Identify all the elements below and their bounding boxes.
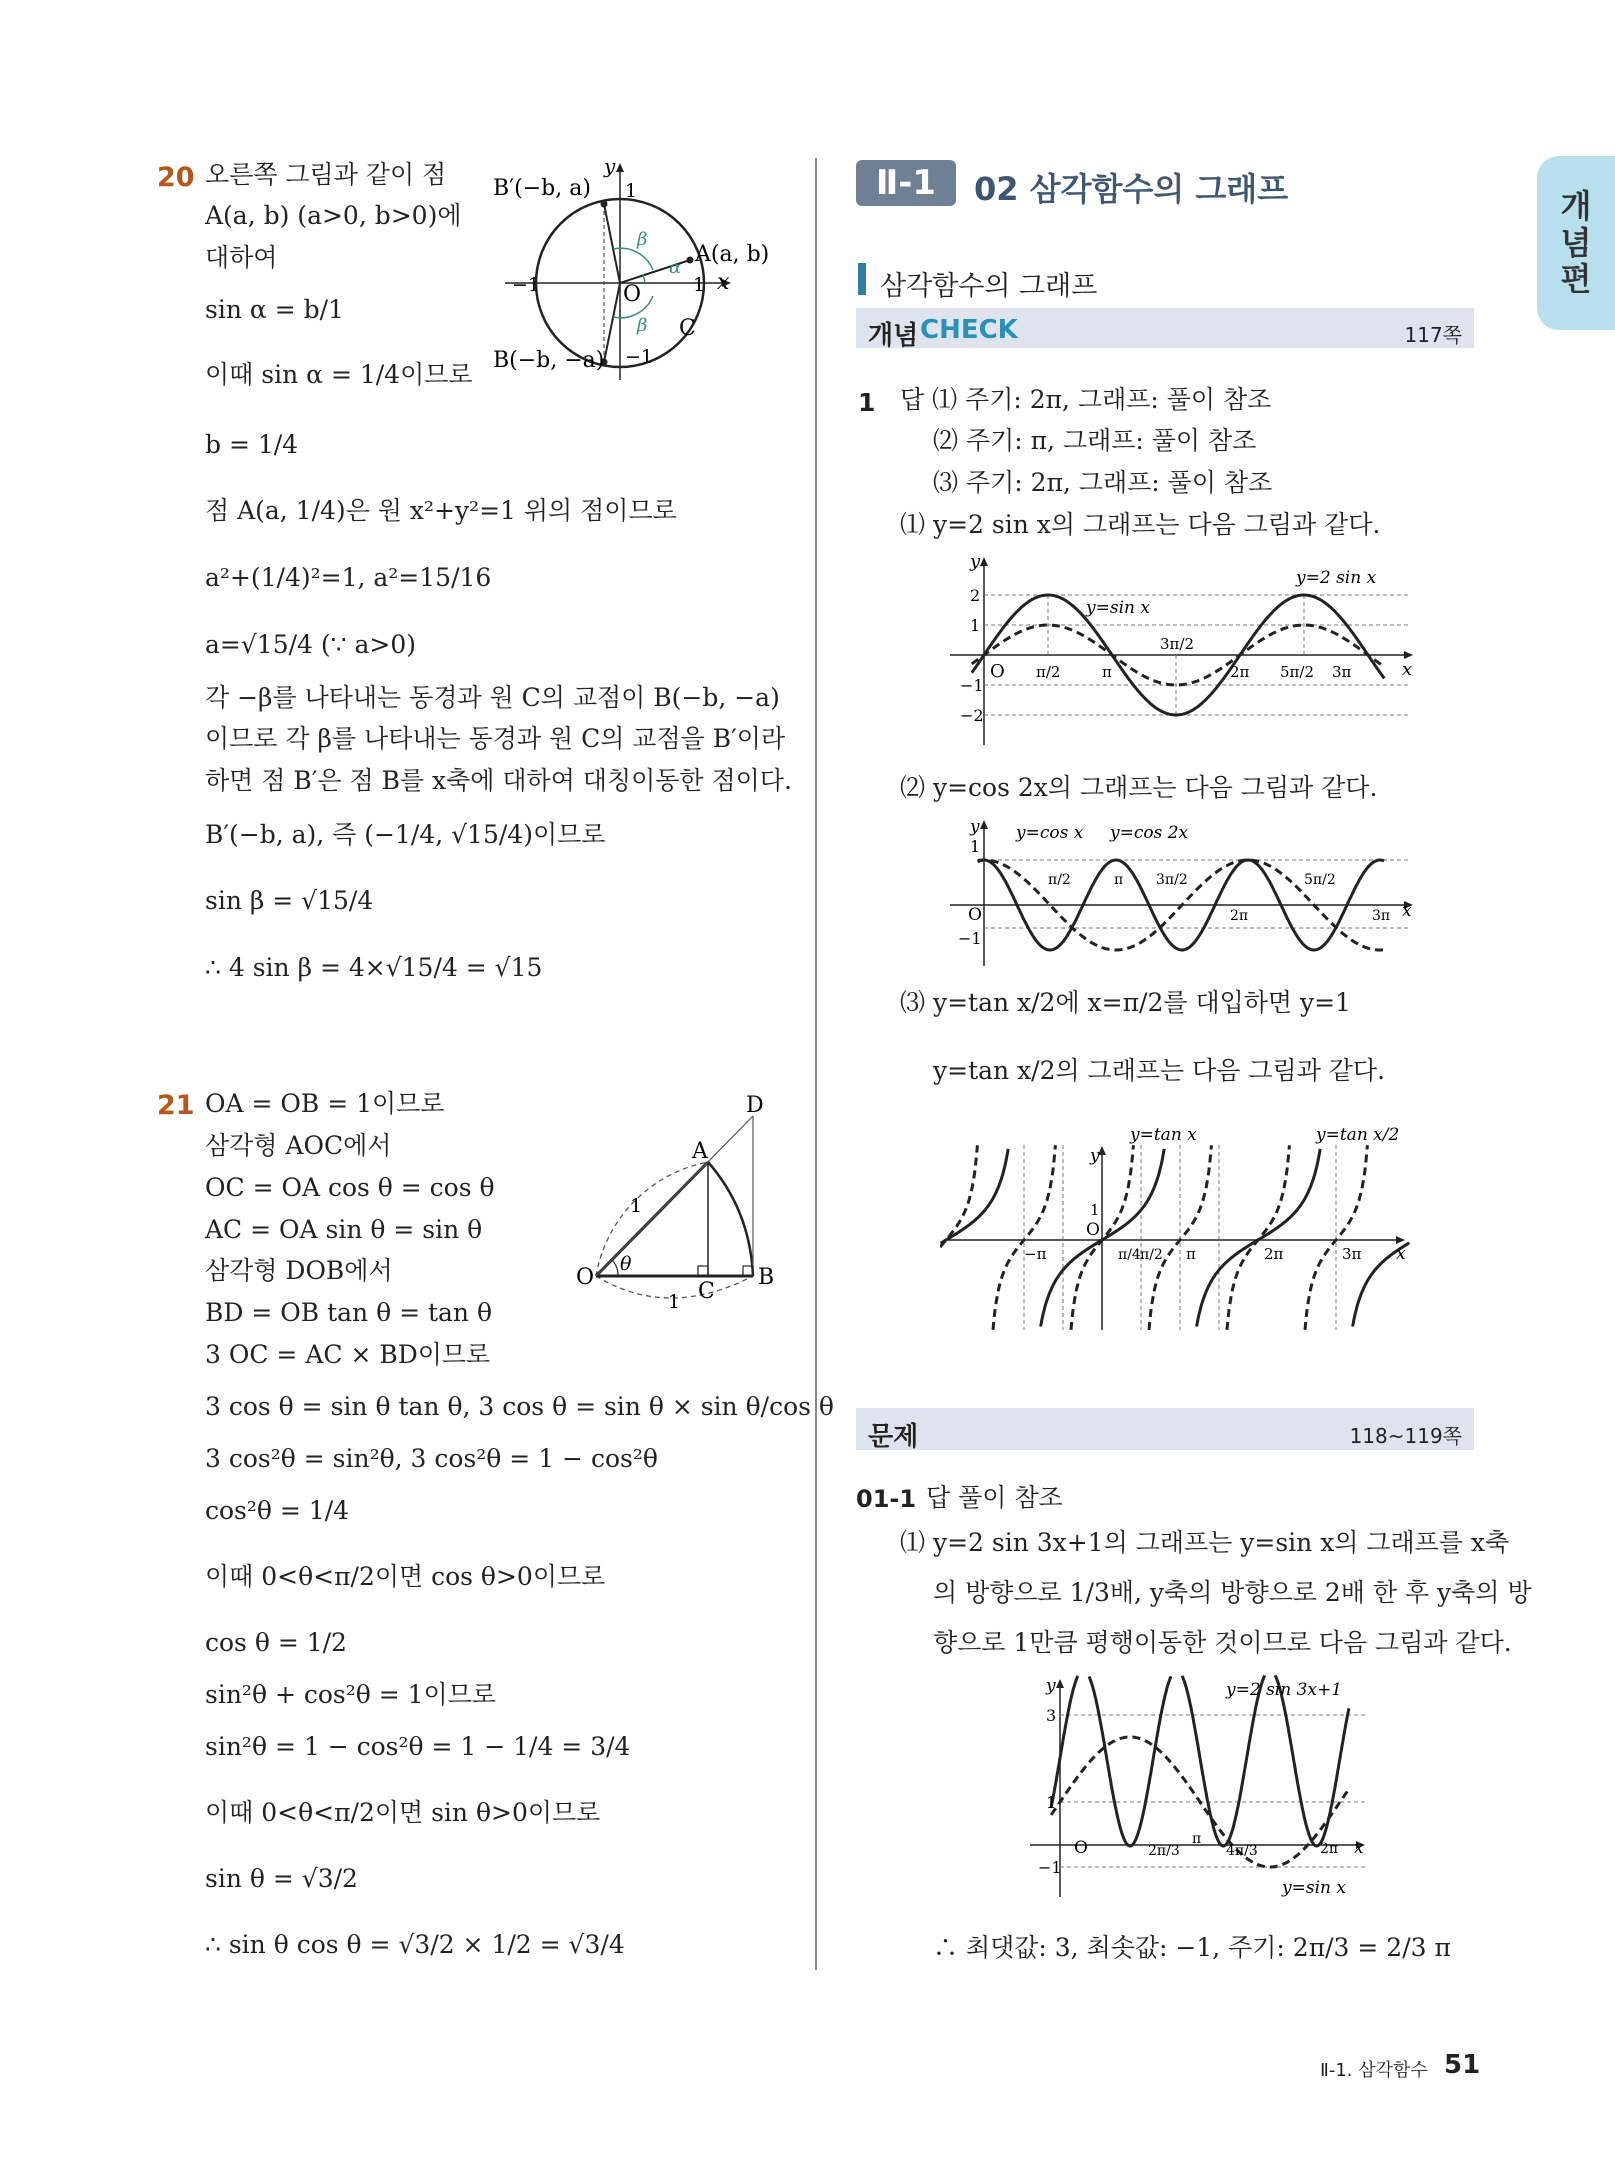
p20-label-c: C <box>679 316 696 341</box>
g1-label-x: x <box>1402 659 1413 680</box>
footer-page-number: 51 <box>1444 2050 1481 2080</box>
q01-1-line-2: 의 방향으로 1/3배, y축의 방향으로 2배 한 후 y축의 방 <box>933 1578 1532 1607</box>
p21-line-11: 이때 0<θ<π/2이면 cos θ>0이므로 <box>205 1562 606 1591</box>
graph-2sin3x-plus-1 <box>1020 1675 1370 1900</box>
g2-label-pi-2: π/2 <box>1048 872 1071 888</box>
p21-line-8: 3 cos θ = sin θ tan θ, 3 cos θ = sin θ × sin θ/cos θ <box>205 1392 834 1421</box>
p20-line-12: 하면 점 B′은 점 B를 x축에 대하여 대칭이동한 점이다. <box>205 766 792 795</box>
p21-line-6: BD = OB tan θ = tan θ <box>205 1298 493 1327</box>
side-tab-char-2: 념 <box>1560 223 1592 262</box>
problem-bar <box>856 1408 1474 1450</box>
graph-cos2x <box>940 820 1420 970</box>
concept-label: 개념 <box>868 321 919 351</box>
g1-label-2: 2 <box>970 586 981 605</box>
g4-label-curve-main: y=2 sin 3x+1 <box>1226 1680 1343 1700</box>
g4-label-y: y <box>1046 1676 1056 1696</box>
p20-beta-arc-upper <box>613 248 653 270</box>
g3-tanx-branch <box>1227 1145 1289 1330</box>
p20-line-2: A(a, b) (a>0, b>0)에 <box>205 201 462 230</box>
g3-label-neg-pi: −π <box>1024 1245 1047 1263</box>
subsection-title: 삼각함수의 그래프 <box>880 271 1098 302</box>
p21-line-10: cos²θ = 1/4 <box>205 1496 350 1525</box>
q1-part1-text: ⑴ y=2 sin x의 그래프는 다음 그림과 같다. <box>900 510 1381 539</box>
g1-label-neg2: −2 <box>960 706 984 725</box>
p20-radius-b <box>604 283 620 362</box>
g4-curve-2sin3x-plus-1 <box>1051 1675 1349 1846</box>
p20-label-b: B(−b, −a) <box>493 348 605 373</box>
p20-line-6: b = 1/4 <box>205 430 299 459</box>
g2-label-3pi: 3π <box>1372 908 1391 924</box>
p20-line-15: ∴ 4 sin β = 4×√15/4 = √15 <box>205 953 543 982</box>
g1-label-pi: π <box>1102 663 1112 681</box>
p20-label-beta-upper: β <box>637 229 648 250</box>
g2-label-curve-cos2x: y=cos 2x <box>1110 823 1189 843</box>
p20-line-1: 오른쪽 그림과 같이 점 <box>205 160 447 189</box>
p20-radius-b-prime <box>604 204 620 283</box>
section-side-tab <box>1537 156 1615 330</box>
g1-x-arrow-icon <box>1404 651 1413 659</box>
g3-label-o: O <box>1086 1220 1100 1240</box>
p20-line-7: 점 A(a, 1/4)은 원 x²+y²=1 위의 점이므로 <box>205 496 677 525</box>
p21-line-9: 3 cos²θ = sin²θ, 3 cos²θ = 1 − cos²θ <box>205 1444 658 1473</box>
p21-segment-od <box>596 1116 753 1276</box>
p20-label-alpha: α <box>669 257 682 278</box>
section-title: 02 삼각함수의 그래프 <box>974 170 1289 208</box>
g3-curves-tan-half-x <box>941 1149 1410 1327</box>
q1-part3-text-a: ⑶ y=tan x/2에 x=π/2를 대입하면 y=1 <box>900 988 1351 1017</box>
g1-label-2pi: 2π <box>1230 663 1250 681</box>
graph-tan <box>940 1115 1420 1335</box>
column-divider <box>815 158 817 1970</box>
check-label: CHECK <box>920 315 1018 345</box>
p21-label-b: B <box>758 1265 775 1290</box>
side-tab-char-1: 개 <box>1560 186 1592 225</box>
g2-label-1: 1 <box>970 837 981 856</box>
g2-label-neg1: −1 <box>958 929 982 948</box>
g3-label-3pi: 3π <box>1342 1245 1362 1263</box>
p20-label-b-prime: B′(−b, a) <box>493 176 591 201</box>
g2-label-2pi: 2π <box>1230 908 1249 924</box>
p20-label-beta-lower: β <box>637 315 648 336</box>
p21-label-o: O <box>576 1265 595 1290</box>
g3-label-x: x <box>1396 1244 1406 1264</box>
p21-line-15: 이때 0<θ<π/2이면 sin θ>0이므로 <box>205 1798 601 1827</box>
p21-line-17: ∴ sin θ cos θ = √3/2 × 1/2 = √3/4 <box>205 1930 625 1959</box>
q01-1-number: 01-1 <box>856 1485 917 1513</box>
q1-answer-line-3: ⑶ 주기: 2π, 그래프: 풀이 참조 <box>933 468 1273 497</box>
g2-label-o: O <box>968 905 982 925</box>
g3-label-curve-tanx: y=tan x <box>1130 1125 1197 1145</box>
g3-label-1: 1 <box>1090 1201 1100 1219</box>
p21-line-3: OC = OA cos θ = cos θ <box>205 1173 495 1202</box>
p20-line-5: 이때 sin α = 1/4이므로 <box>205 360 473 389</box>
problem-20-number: 20 <box>157 162 195 193</box>
p20-label-y: y <box>604 155 616 178</box>
g1-label-neg1: −1 <box>960 676 984 695</box>
g4-label-4pi-3: 4π/3 <box>1226 1843 1258 1859</box>
g4-label-neg1: −1 <box>1038 1858 1062 1877</box>
g1-y-arrow-icon <box>980 557 988 566</box>
p21-label-a: A <box>692 1139 708 1164</box>
p21-line-13: sin²θ + cos²θ = 1이므로 <box>205 1680 496 1709</box>
q01-1-line-1: ⑴ y=2 sin 3x+1의 그래프는 y=sin x의 그래프를 x축 <box>900 1528 1510 1557</box>
g1-label-1: 1 <box>970 616 981 635</box>
g4-label-curve-sinx: y=sin x <box>1282 1878 1346 1898</box>
p21-line-5: 삼각형 DOB에서 <box>205 1256 393 1285</box>
p20-y-arrow-icon <box>616 163 624 172</box>
p20-label-neg-one-y: −1 <box>625 346 654 368</box>
p21-label-one-oa: 1 <box>630 1195 643 1217</box>
q01-1-conclusion: ∴ 최댓값: 3, 최솟값: −1, 주기: 2π/3 = 2/3 π <box>933 1933 1451 1962</box>
side-tab-char-3: 편 <box>1560 260 1592 299</box>
g3-x-arrow-icon <box>1396 1236 1405 1244</box>
g2-label-curve-cosx: y=cos x <box>1016 823 1084 843</box>
subsection-marker <box>858 263 866 295</box>
p21-sector-figure <box>568 1090 788 1320</box>
p21-label-d: D <box>746 1093 764 1118</box>
problem-21-number: 21 <box>157 1090 195 1121</box>
p21-line-2: 삼각형 AOC에서 <box>205 1131 392 1160</box>
g4-label-o: O <box>1074 1838 1088 1858</box>
g1-label-3pi-2: 3π/2 <box>1160 635 1194 653</box>
p21-theta-arc <box>612 1260 618 1276</box>
p21-line-7: 3 OC = AC × BD이므로 <box>205 1340 491 1369</box>
g2-label-x: x <box>1402 901 1412 921</box>
q01-1-line-3: 향으로 1만큼 평행이동한 것이므로 다음 그림과 같다. <box>933 1628 1512 1657</box>
p20-label-one-x: 1 <box>693 274 706 296</box>
g4-label-2pi-3: 2π/3 <box>1148 1843 1180 1859</box>
p20-label-x: x <box>717 270 730 295</box>
p20-line-9: a=√15/4 (∵ a>0) <box>205 630 416 659</box>
p21-label-c: C <box>698 1279 715 1304</box>
p20-line-3: 대하여 <box>205 243 278 272</box>
p21-label-theta: θ <box>620 1253 632 1275</box>
footer-chapter-label: Ⅱ-1. 삼각함수 <box>1320 2060 1428 2081</box>
g4-label-2pi: 2π <box>1320 1841 1339 1857</box>
q1-part2-text: ⑵ y=cos 2x의 그래프는 다음 그림과 같다. <box>900 773 1378 802</box>
g4-label-1: 1 <box>1046 1793 1057 1812</box>
p21-label-one-ob: 1 <box>668 1291 681 1313</box>
p20-line-13: B′(−b, a), 즉 (−1/4, √15/4)이므로 <box>205 820 606 849</box>
p21-line-4: AC = OA sin θ = sin θ <box>205 1215 483 1244</box>
g2-label-y: y <box>970 820 980 837</box>
g3-label-curve-tan-half: y=tan x/2 <box>1316 1125 1400 1145</box>
g2-y-arrow-icon <box>980 820 988 829</box>
p21-line-12: cos θ = 1/2 <box>205 1628 347 1657</box>
p20-label-one-y: 1 <box>625 180 638 202</box>
q1-answer-line-1: 답 ⑴ 주기: 2π, 그래프: 풀이 참조 <box>900 385 1272 414</box>
g2-label-pi: π <box>1114 872 1124 888</box>
g4-y-arrow-icon <box>1056 1679 1064 1688</box>
q1-answer-line-2: ⑵ 주기: π, 그래프: 풀이 참조 <box>933 426 1257 455</box>
p21-line-16: sin θ = √3/2 <box>205 1864 358 1893</box>
p20-line-8: a²+(1/4)²=1, a²=15/16 <box>205 563 492 592</box>
g1-label-3pi: 3π <box>1332 663 1352 681</box>
problem-page-ref: 118~119쪽 <box>1349 1424 1462 1448</box>
p21-line-14: sin²θ = 1 − cos²θ = 1 − 1/4 = 3/4 <box>205 1732 631 1761</box>
p20-point-b-prime <box>601 201 608 208</box>
p21-arc-ab <box>708 1162 753 1276</box>
g3-label-pi: π <box>1186 1245 1196 1263</box>
g2-label-5pi-2: 5π/2 <box>1304 872 1336 888</box>
p20-line-4: sin α = b/1 <box>205 295 344 324</box>
p20-label-neg-one-x: −1 <box>512 274 541 296</box>
p20-label-o: O <box>623 282 642 307</box>
g3-tan-half-branch <box>1197 1149 1321 1327</box>
p20-point-a <box>687 257 694 264</box>
p20-line-14: sin β = √15/4 <box>205 886 374 915</box>
q01-1-answer: 답 풀이 참조 <box>926 1483 1063 1512</box>
g4-label-pi: π <box>1192 1831 1202 1847</box>
g3-label-pi-2: π/2 <box>1140 1247 1163 1263</box>
p20-line-11: 이므로 각 β를 나타내는 동경과 원 C의 교점을 B′이라 <box>205 724 786 753</box>
g2-label-3pi-2: 3π/2 <box>1156 872 1188 888</box>
g1-label-curve-2sinx: y=2 sin x <box>1296 568 1377 588</box>
concept-page-ref: 117쪽 <box>1404 323 1462 347</box>
g1-label-o: O <box>990 661 1005 682</box>
g1-label-y: y <box>970 553 981 572</box>
g4-label-x: x <box>1354 1838 1364 1858</box>
p20-label-a: A(a, b) <box>695 242 770 267</box>
p20-line-10: 각 −β를 나타내는 동경과 원 C의 교점이 B(−b, −a) <box>205 683 780 712</box>
g1-label-pi-2: π/2 <box>1036 663 1061 681</box>
chapter-badge: Ⅱ-1 <box>856 160 956 206</box>
g3-label-y: y <box>1090 1146 1100 1166</box>
g3-asymptotes <box>1024 1145 1336 1330</box>
problem-label: 문제 <box>868 1422 919 1452</box>
p20-unit-circle-figure <box>485 155 790 385</box>
g3-label-pi-4: π/4 <box>1118 1247 1141 1263</box>
p20-alpha-arc <box>643 275 645 283</box>
g1-label-5pi-2: 5π/2 <box>1280 663 1314 681</box>
q1-part3-text-b: y=tan x/2의 그래프는 다음 그림과 같다. <box>933 1056 1386 1085</box>
q1-number: 1 <box>858 388 876 417</box>
p21-line-1: OA = OB = 1이므로 <box>205 1089 445 1118</box>
graph-2sinx <box>940 553 1420 753</box>
g3-label-2pi: 2π <box>1264 1245 1284 1263</box>
g1-label-curve-sinx: y=sin x <box>1086 598 1150 618</box>
concept-check-bar <box>856 308 1474 351</box>
g4-label-3: 3 <box>1046 1706 1057 1725</box>
